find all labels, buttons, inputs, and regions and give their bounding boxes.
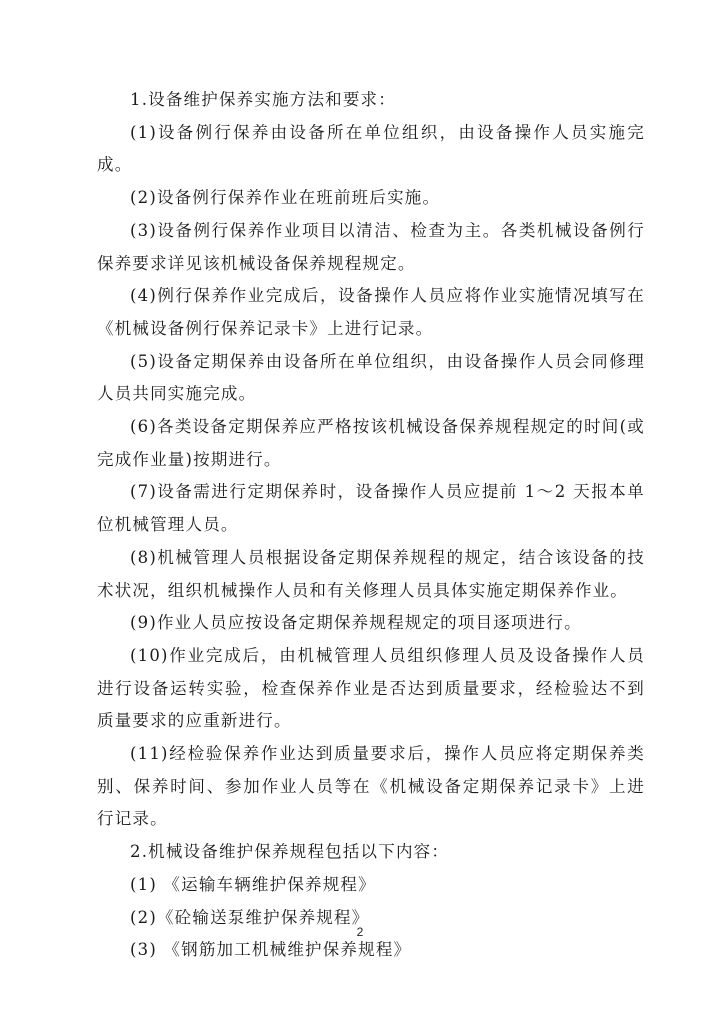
heading-maintenance-methods: 1.设备维护保养实施方法和要求： [130,90,396,109]
page-content [97,84,645,967]
list-item: (2)《砼输送泵维护保养规程》 [130,907,370,927]
list-item: (1)设备例行保养由设备所在单位组织，由设备操作人员实施完成。 [97,122,645,175]
list-item: (3) 《钢筋加工机械维护保养规程》 [130,940,412,960]
list-item: (3)设备例行保养作业项目以清洁、检查为主。各类机械设备例行保养要求详见该机械设备保养规程规定。 [97,220,645,273]
list-item: (9)作业人员应按设备定期保养规程规定的项目逐项进行。 [130,613,582,633]
list-item: (8)机械管理人员根据设备定期保养规程的规定，结合该设备的技术状况，组织机械操作人员和有关修理人员具体实施定期保养作业。 [97,547,645,600]
list-item: (4)例行保养作业完成后，设备操作人员应将作业实施情况填写在《机械设备例行保养记录卡》上进行记录。 [97,286,645,338]
list-item: (6)各类设备定期保养应严格按该机械设备保养规程规定的时间(或完成作业量)按期进行。 [97,417,645,469]
list-item: (7)设备需进行定期保养时，设备操作人员应提前 1～2 天报本单位机械管理人员。 [97,482,645,535]
page-number: 2 [356,925,364,939]
list-item: (11)经检验保养作业达到质量要求后，操作人员应将定期保养类别、保养时间、参加作业人员等在《机械设备定期保养记录卡》上进行记录。 [97,744,645,829]
list-item: (1) 《运输车辆维护保养规程》 [130,874,376,894]
list-item: (10)作业完成后，由机械管理人员组织修理人员及设备操作人员进行设备运转实验，检查保养作业是否达到质量要求，经检验达不到质量要求的应重新进行。 [97,645,645,731]
list-item: (2)设备例行保养作业在班前班后实施。 [130,188,441,208]
list-item: (5)设备定期保养由设备所在单位组织，由设备操作人员会同修理人员共同实施完成。 [97,351,645,404]
heading-maintenance-regulations: 2.机械设备维护保养规程包括以下内容： [130,842,450,862]
